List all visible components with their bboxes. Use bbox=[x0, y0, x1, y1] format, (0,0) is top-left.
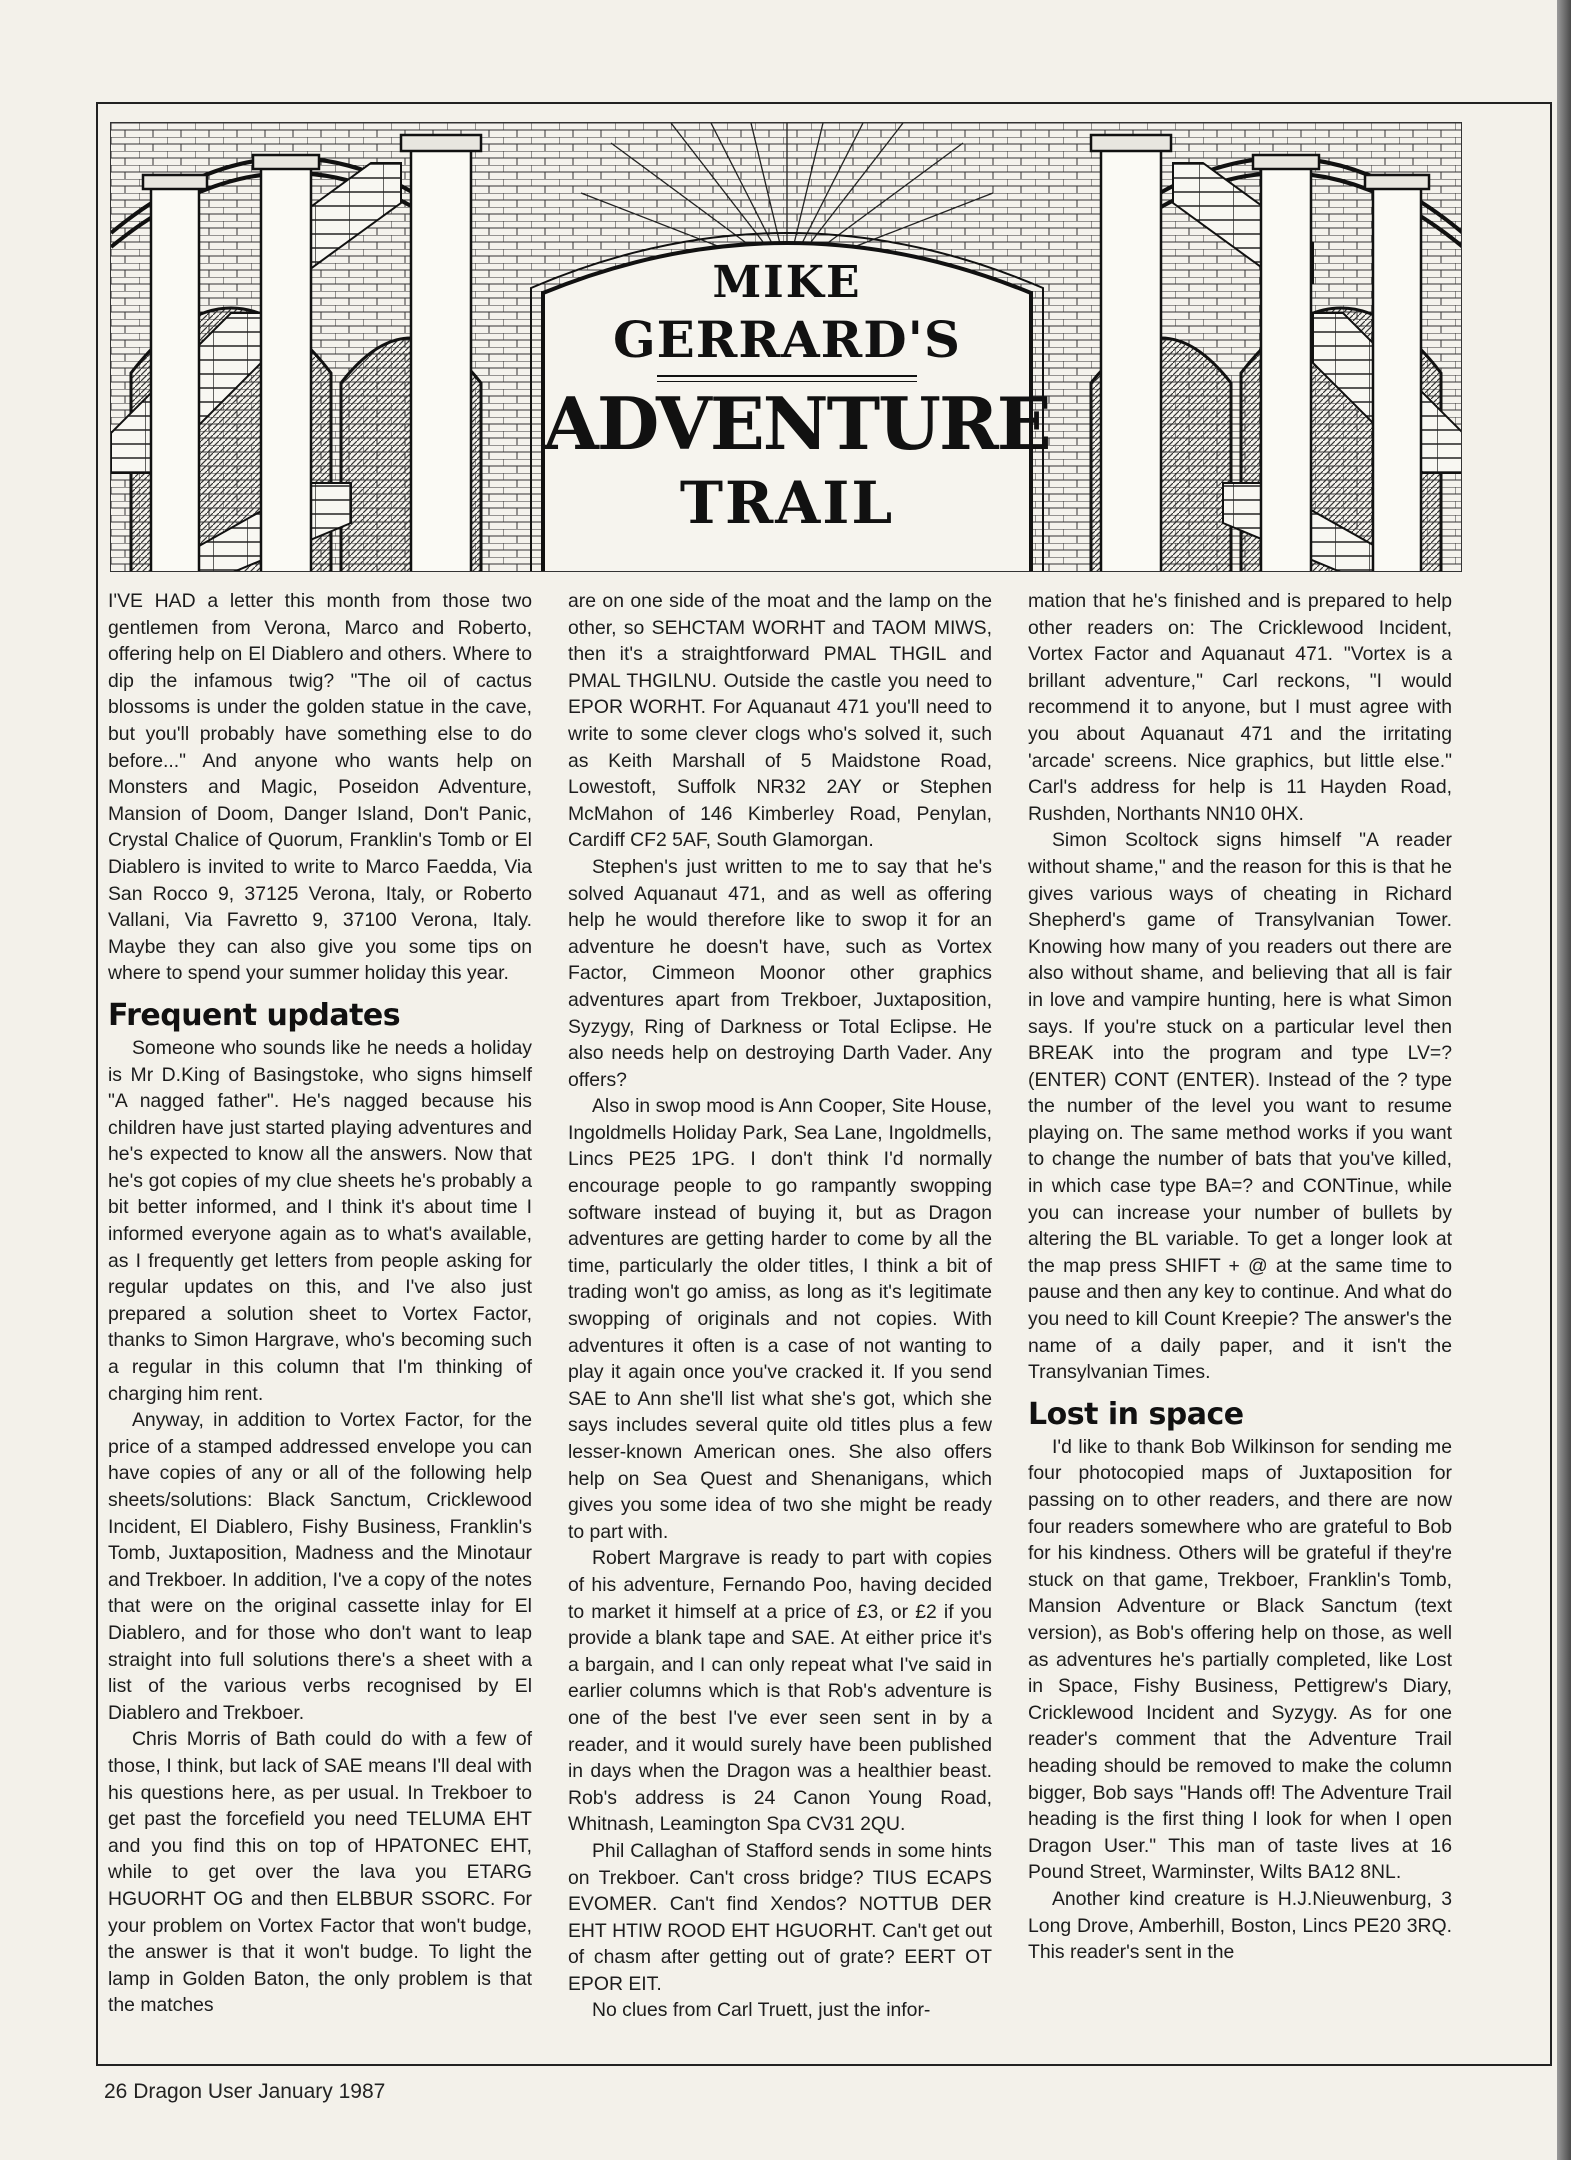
paragraph: Phil Callaghan of Stafford sends in some hints on Trekboer. Can't cross bridge? TIUS ECAPS EVOMER. Can't find Xendos? NOTTUB DER EHT HTIW ROOD EHT HGUORHT. Can't get out of chasm after getting out of grate? EERT OT EPOR EIT. bbox=[568, 1839, 992, 1995]
text-column-3 bbox=[1028, 588, 1452, 2030]
paragraph: Stephen's just written to me to say that he's solved Aquanaut 471, and as well as offering help he would therefore like to swop it for an adventure he doesn't have, such as Vortex Factor, Cimmeon Moonor other graphics adventures apart from Trekboer, Juxtaposition, Syzygy, Ring of Darkness or Total Eclipse. He also needs help on destroying Darth Vader. Any offers? bbox=[568, 855, 992, 1091]
title-trail: TRAIL bbox=[679, 469, 895, 537]
paragraph: Chris Morris of Bath could do with a few of those, I think, but lack of SAE means I'll deal with his questions here, as per usual. In Trekboer to get past the forcefield you need TELUMA EHT and you find this on top of HPATONEC EHT, while to get over the lava you ETARG HGUORHT OG and then ELBBUR SSORC. For your problem on Vortex Factor that won't budge, the answer is that it won't budge. To light the lamp in Golden Baton, the only problem is that the matches bbox=[108, 1728, 532, 2017]
paragraph: Another kind creature is H.J.Nieuwenburg, 3 Long Drove, Amberhill, Boston, Lincs PE20 3RQ. This reader's sent in the bbox=[1028, 1887, 1452, 1964]
paragraph: I'd like to thank Bob Wilkinson for sending me four photocopied maps of Juxtaposition for passing on to other readers, and there are now four readers somewhere who are grateful to Bob for his kindness. Others will be grateful if they're stuck on that game, Trekboer, Franklin's Tomb, Mansion Adventure or Black Sanctum (text version), as Bob's offering help on those, as well as adventures he's partially completed, like Lost in Space, Fishy Business, Pettigrew's Diary, Cricklewood Incident and Syzygy. As for one reader's comment that the Adventure Trail heading should be removed to make the column bigger, Bob says "Hands off! The Adventure Trail heading is the first thing I look for when I open Dragon User." This man of taste lives at 16 Pound Street, Warminster, Wilts BA12 8NL. bbox=[1028, 1435, 1452, 1884]
title-adventure: ADVENTURE bbox=[543, 381, 1050, 466]
subheading-lost-in-space: Lost in space bbox=[1028, 1396, 1244, 1432]
paragraph: Also in swop mood is Ann Cooper, Site House, Ingoldmells Holiday Park, Sea Lane, Ingoldmells, Lincs PE25 1PG. I don't think I'd normally encourage people to go rampantly swopping software instead of buying it, but as Dragon adventures are getting harder to come by all the time, particularly the older titles, I think a bit of trading won't go amiss, as long as it's legitimate swopping of originals and not copies. With adventures it often is a case of not wanting to play it again once you've cracked it. If you send SAE to Ann she'll list what she's got, which she says includes several quite old titles plus a few lesser-known American ones. She also offers help on Sea Quest and Shenanigans, which gives you some idea of two she might be ready to part with. bbox=[568, 1095, 992, 1543]
page-edge-shadow bbox=[1557, 0, 1571, 2160]
paragraph: Simon Scoltock signs himself "A reader without shame," and the reason for this is that he gives various ways of cheating in Richard Shepherd's game of Transylvanian Tower. Knowing how many of you readers out there are also without shame, and believing that all is fair in love and vampire hunting, here is what Simon says. If you're stuck on a particular level then BREAK into the program and type LV=? (ENTER) CONT (ENTER). Instead of the ? type the number of the level you want to resume playing on. The same method works if you want to change the number of bats that you've killed, in which case type BA=? and CONTinue, while you can increase your number of bullets by altering the BL variable. To get a longer look at the map press SHIFT + @ at the same time to pause and then any key to continue. And what do you need to kill Count Kreepie? The answer's the name of a daily paper, and it isn't the Transylvanian Times. bbox=[1028, 829, 1452, 1384]
paragraph: Someone who sounds like he needs a holiday is Mr D.King of Basingstoke, who signs himself "A nagged father". He's nagged because his children have just started playing adventures and he's expected to know all the answers. Now that he's got copies of my clue sheets he's probably a bit better informed, and I think it's about time I informed everyone again as to what's available, as I frequently get letters from people asking for regular updates on this, and I've also just prepared a solution sheet to Vortex Factor, thanks to Simon Hargrave, who's becoming such a regular in this column that I'm thinking of charging him rent. bbox=[108, 1036, 532, 1405]
header-illustration bbox=[110, 122, 1462, 572]
paragraph: mation that he's finished and is prepared to help other readers on: The Cricklewood Incident, Vortex Factor and Aquanaut 471. "Vortex is a brillant adventure," Carl reckons, "I would recommend it to anyone, but I must agree with you about Aquanaut 471 and the irritating 'arcade' screens. Nice graphics, but little else." Carl's address for help is 11 Hayden Road, Rushden, Northants NN10 0HX. bbox=[1028, 590, 1452, 825]
title-gerrards: GERRARD'S bbox=[612, 310, 962, 369]
paragraph: No clues from Carl Truett, just the infor- bbox=[592, 1999, 931, 2022]
subheading-frequent-updates: Frequent updates bbox=[108, 997, 401, 1033]
page-footer: 26 Dragon User January 1987 bbox=[104, 2080, 386, 2103]
paragraph: are on one side of the moat and the lamp on the other, so SEHCTAM WORHT and TAOM MIWS, then it's a straightforward PMAL THGIL and PMAL THGILNU. Outside the castle you need to EPOR WORHT. For Aquanaut 471 you'll need to write to some clever clogs who's solved it, such as Keith Marshall of 5 Maidstone Road, Lowestoft, Suffolk NR32 2AY or Stephen McMahon of 146 Kimberley Road, Penylan, Cardiff CF2 5AF, South Glamorgan. bbox=[568, 590, 992, 852]
article-body bbox=[108, 588, 1468, 2030]
paragraph: Robert Margrave is ready to part with copies of his adventure, Fernando Poo, having decided to market it himself at a price of £3, or £2 if you provide a blank tape and SAE. At either price it's a bargain, and I can only repeat what I've said in earlier columns which is that Rob's adventure is one of the best I've ever seen sent in by a reader, and it would surely have been published in days when the Dragon was a healthier beast. Rob's address is 24 Canon Young Road, Whitnash, Leamington Spa CV31 2QU. bbox=[568, 1547, 992, 1836]
column-title-block bbox=[543, 203, 1050, 537]
paragraph: Anyway, in addition to Vortex Factor, for the price of a stamped addressed envelope you can have copies of any or all of the following help sheets/solutions: Black Sanctum, Cricklewood Incident, El Diablero, Fishy Business, Franklin's Tomb, Juxtaposition, Madness and the Minotaur and Trekboer. In addition, I've a copy of the notes that were on the original cassette inlay for El Diablero, and for those who don't want to leap straight into full solutions there's a sheet with a list of the various verbs recognised by El Diablero and Trekboer. bbox=[108, 1409, 532, 1724]
text-column-1 bbox=[108, 588, 532, 2030]
paragraph: I'VE HAD a letter this month from those two gentlemen from Verona, Marco and Roberto, offering help on El Diablero and others. Where to dip the infamous twig? "The oil of cactus blossoms is under the golden statue in the cave, but you'll probably have something else to do before..." And anyone who wants help on Monsters and Magic, Poseidon Adventure, Mansion of Doom, Danger Island, Don't Panic, Crystal Chalice of Quorum, Franklin's Tomb or El Diablero is invited to write to Marco Faedda, Via San Rocco 9, 37125 Verona, Italy, or Roberto Vallani, Via Favretto 9, 37100 Verona, Italy. Maybe they can also give you some tips on where to spend your summer holiday this year. bbox=[108, 590, 532, 985]
title-mike: MIKE bbox=[712, 257, 862, 308]
text-column-2 bbox=[568, 588, 992, 2030]
